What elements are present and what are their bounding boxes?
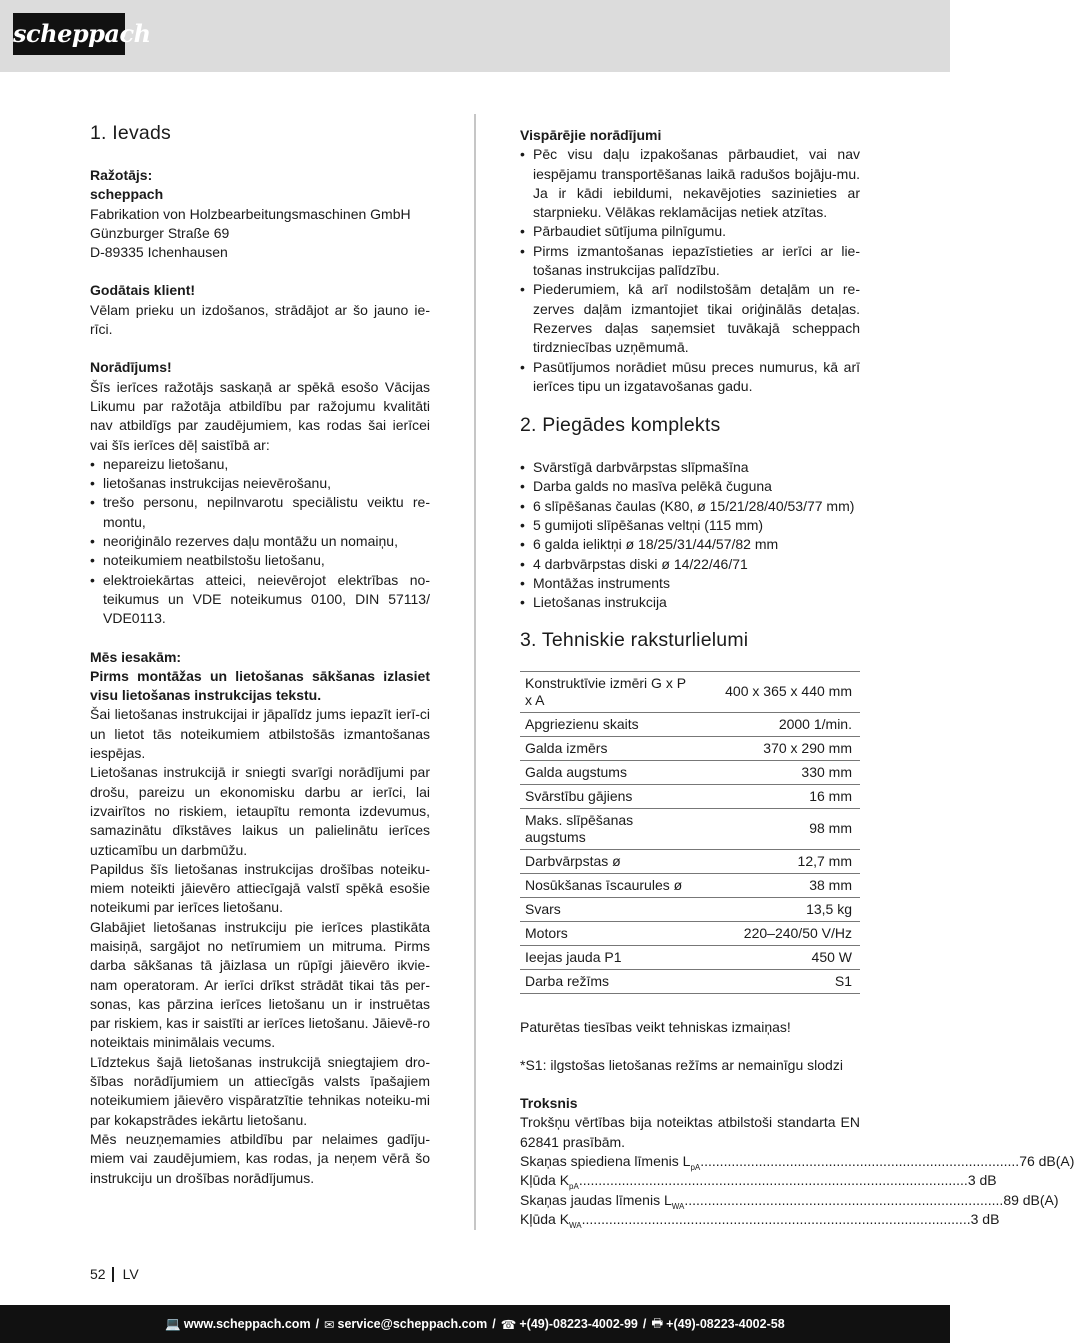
spec-label: Apgriezienu skaits	[520, 712, 700, 736]
spec-label: Svars	[520, 897, 700, 921]
spec-value: 13,5 kg	[700, 897, 860, 921]
table-row	[520, 849, 860, 873]
spec-value: 2000 1/min.	[700, 712, 860, 736]
spec-value: 220–240/50 V/Hz	[700, 921, 860, 945]
spec-value: 330 mm	[700, 760, 860, 784]
list-item: • 6 galda ieliktņi ø 18/25/31/44/57/82 mm	[520, 535, 860, 554]
list-item: • Lietošanas instrukcija	[520, 593, 860, 612]
phone-number: +(49)-08223-4002-99	[519, 1317, 638, 1331]
list-item: • Pārbaudiet sūtījuma pilnīgumu.	[520, 222, 860, 241]
list-item: • elektroiekārtas atteici, neievērojot elektrības no-teikumus un VDE noteikumus 0100, DIN 57113/ VDE0113.	[90, 571, 430, 629]
email-icon: ✉	[324, 1317, 335, 1332]
note-bullet-list	[90, 455, 430, 629]
noise-label: Skaņas jaudas līmenis $L_{WA}$	[520, 1191, 685, 1211]
greeting-title: Godātais klient!	[90, 282, 196, 299]
noise-title: Troksnis	[520, 1095, 578, 1112]
noise-row: Skaņas jaudas līmenis $L_{WA}$ .................................................................................. 89 dB(A)	[520, 1191, 1059, 1211]
language-code: LV	[122, 1266, 139, 1282]
paragraph: Šai lietošanas instrukcijai ir jāpalīdz jums iepazīt ierī-ci un lietot tās noteikumiem atbilstošās izmantošanas iespējas.	[90, 706, 430, 762]
left-column	[90, 120, 430, 1188]
list-item: • Montāžas instruments	[520, 574, 860, 593]
noise-value: 89 dB(A)	[1003, 1191, 1059, 1208]
spec-value: S1	[700, 969, 860, 993]
spec-label: Galda augstums	[520, 760, 700, 784]
note-title: Norādījums!	[90, 359, 172, 376]
s1-note: *S1: ilgstošas lietošanas režīms ar nemainīgu slodzi	[520, 1056, 843, 1073]
spec-label: Galda izmērs	[520, 736, 700, 760]
paragraph: Mēs neuzņemamies atbildību par nelaimes gadīju-miem vai zaudējumiem, kas rodas, ja neņem vērā šo instrukciju un drošības norādījumus.	[90, 1130, 430, 1186]
spec-label: Motors	[520, 921, 700, 945]
phone-icon: ☎	[500, 1317, 517, 1332]
greeting-text: Vēlam prieku un izdošanos, strādājot ar šo jauno ie-rīci.	[90, 301, 430, 338]
tech-specs-table	[520, 671, 860, 994]
spec-value: 98 mm	[700, 808, 860, 849]
paragraph: Līdztekus šajā lietošanas instrukcijā sniegtajiem dro-šības norādījumiem un attiecīgās valsts īpašajiem noteikumiem jāievēro vispāratzītie tehnikas noteiku-mi par kokapstrādes iekārtu lietošanu.	[90, 1053, 430, 1128]
general-bullet-list	[520, 145, 860, 396]
page-number: 52	[90, 1266, 106, 1282]
list-item: • Pasūtījumos norādiet mūsu preces numurus, kā arī ierīces tipu un izgatavošanas gadu.	[520, 358, 860, 397]
list-item: • neoriģinālo rezerves daļu montāžu un nomaiņu,	[90, 532, 430, 551]
list-item: • 6 slīpēšanas čaulas (K80, ø 15/21/28/40/53/77 mm)	[520, 497, 860, 516]
header-bar	[0, 0, 950, 72]
list-item: • Pirms izmantošanas iepazīstieties ar ierīci ar lie-tošanas instrukcijas palīdzību.	[520, 242, 860, 281]
noise-label: Kļūda $K_{pA}$	[520, 1172, 579, 1192]
footer-bar: 💻 www.scheppach.com / ✉ service@scheppach.com / ☎ +(49)-08223-4002-99 / 🖶 +(49)-08223-4002-58	[0, 1305, 950, 1343]
computer-icon: 💻	[165, 1316, 181, 1331]
spec-label: Darba režīms	[520, 969, 700, 993]
recommend-title: Mēs iesakām:	[90, 648, 182, 665]
website-link[interactable]: www.scheppach.com	[183, 1317, 311, 1331]
general-instructions-title: Vispārējie norādījumi	[520, 127, 662, 143]
section-3-title: 3. Tehniskie raksturlielumi	[520, 628, 749, 651]
table-row	[520, 897, 860, 921]
spec-value: 38 mm	[700, 873, 860, 897]
page-separator	[112, 1267, 114, 1282]
table-row	[520, 945, 860, 969]
column-divider	[474, 114, 476, 1230]
manufacturer-name: scheppach	[90, 186, 164, 203]
reserved-rights-note: Paturētas tiesības veikt tehniskas izmaiņas!	[520, 1018, 791, 1035]
spec-value: 12,7 mm	[700, 849, 860, 873]
spec-value: 400 x 365 x 440 mm	[700, 671, 860, 712]
address-line: Fabrikation von Holzbearbeitungsmaschinen GmbH	[90, 205, 411, 222]
email-link[interactable]: service@scheppach.com	[337, 1317, 488, 1331]
spec-label: Konstruktīvie izmēri G x P x A	[520, 671, 700, 712]
table-row	[520, 808, 860, 849]
section-2-title: 2. Piegādes komplekts	[520, 414, 721, 437]
list-item: • Svārstīgā darbvārpstas slīpmašīna	[520, 458, 860, 477]
noise-value: 3 dB	[970, 1210, 1000, 1227]
spec-label: Nosūkšanas īscaurules ø	[520, 873, 700, 897]
table-row	[520, 760, 860, 784]
table-row	[520, 736, 860, 760]
list-item: • noteikumiem neatbilstošu lietošanu,	[90, 551, 430, 570]
list-item: • Pēc visu daļu izpakošanas pārbaudiet, vai nav iespējamu transportēšanas laikā radušos bojāju-mu. Ja ir kādi iebildumi, nekavējoties sazinieties ar starpnieku. Vēlākas reklamācijas netiek atzītas.	[520, 145, 860, 222]
noise-value: 76 dB(A)	[1019, 1153, 1074, 1170]
table-row	[520, 712, 860, 736]
spec-value: 16 mm	[700, 784, 860, 808]
noise-row: Kļūda $K_{pA}$ .................................................................................................... 3 dB	[520, 1172, 997, 1192]
list-item: • trešo personu, nepilnvarotu speciālistu veiktu re-montu,	[90, 493, 430, 532]
page-number-block	[90, 1265, 139, 1283]
spec-label: Maks. slīpēšanas augstums	[520, 808, 700, 849]
spec-value: 370 x 290 mm	[700, 736, 860, 760]
table-row	[520, 671, 860, 712]
list-item: • 4 darbvārpstas diski ø 14/22/46/71	[520, 555, 860, 574]
noise-text: Trokšņu vērtības bija noteiktas atbilstoši standarta EN 62841 prasībām.	[520, 1114, 860, 1150]
noise-label: Kļūda $K_{WA}$	[520, 1210, 582, 1230]
fax-icon: 🖶	[651, 1315, 664, 1330]
list-item: • Piederumiem, kā arī nodilstošām detaļām un re-zerves daļām izmantojiet tikai oriģinālās detaļas. Rezerves daļas saņemsiet tuvākajā scheppach tirdzniecības uzņēmumā.	[520, 280, 860, 357]
manufacturer-label: Ražotājs:	[90, 167, 153, 183]
address-line: Günzburger Straße 69	[90, 224, 230, 241]
scheppach-logo: scheppach	[13, 13, 125, 55]
delivery-list	[520, 458, 860, 612]
address-line: D-89335 Ichenhausen	[90, 244, 228, 261]
noise-label: Skaņas spiediena līmenis $L_{pA}$	[520, 1153, 701, 1172]
list-item: • Darba galds no masīva pelēkā čuguna	[520, 477, 860, 496]
list-item: • nepareizu lietošanu,	[90, 455, 430, 474]
spec-label: Ieejas jauda P1	[520, 945, 700, 969]
right-column	[520, 126, 1074, 1230]
table-row	[520, 873, 860, 897]
paragraph: Glabājiet lietošanas instrukciju pie ierīces plastikāta maisiņā, sargājot no netīrumiem un mitruma. Pirms darba sākšanas tā jāizlasa un rūpīgi jāievēro ikvie-nam operatoram. Ar ierīci drīkst strādāt tikai tās per-sonas, kas pārzina ierīces lietošanu un ir instruētas par riskiem, kas ir saistīti ar ierīces lietošanu. Jāievē-ro noteiktais minimālais vecums.	[90, 918, 430, 1051]
note-text: Šīs ierīces ražotājs saskaņā ar spēkā esošo Vācijas Likumu par ražotāja atbildību par ražojumu kvalitāti nav atbildīgs par zaudējumiem, kas rodas šai ierīcei vai šīs ierīces dēļ saistībā ar:	[90, 378, 430, 453]
table-row	[520, 921, 860, 945]
paragraph: Lietošanas instrukcijā ir sniegti svarīgi norādījumi par drošu, pareizu un ekonomisku darbu ar ierīci, lai izvairītos no riskiem, ietaupītu remonta izdevumus, samazinātu dīkstāves laikus un palielinātu ierīces uzticamību un darbmūžu.	[90, 764, 430, 858]
spec-value: 450 W	[700, 945, 860, 969]
spec-label: Svārstību gājiens	[520, 784, 700, 808]
fax-number: +(49)-08223-4002-58	[666, 1317, 785, 1331]
noise-row: Kļūda $K_{WA}$ .................................................................................................... 3 dB	[520, 1210, 1000, 1230]
list-item: • 5 gumijoti slīpēšanas veltņi (115 mm)	[520, 516, 860, 535]
spec-label: Darbvārpstas ø	[520, 849, 700, 873]
section-1-title: 1. Ievads	[90, 122, 171, 144]
list-item: • lietošanas instrukcijas neievērošanu,	[90, 474, 430, 493]
table-row	[520, 969, 860, 993]
noise-row: Skaņas spiediena līmenis $L_{pA}$ .................................................................................. 76 dB(A)	[520, 1153, 1074, 1172]
noise-value: 3 dB	[967, 1172, 997, 1189]
paragraph: Papildus šīs lietošanas instrukcijas drošības noteiku-miem noteikti jāievēro attiecīgajā valstī spēkā esošie noteikumi par ierīces lietošanu.	[90, 860, 430, 916]
table-row	[520, 784, 860, 808]
recommend-bold-text: Pirms montāžas un lietošanas sākšanas izlasiet visu lietošanas instrukcijas tekstu.	[90, 667, 430, 704]
